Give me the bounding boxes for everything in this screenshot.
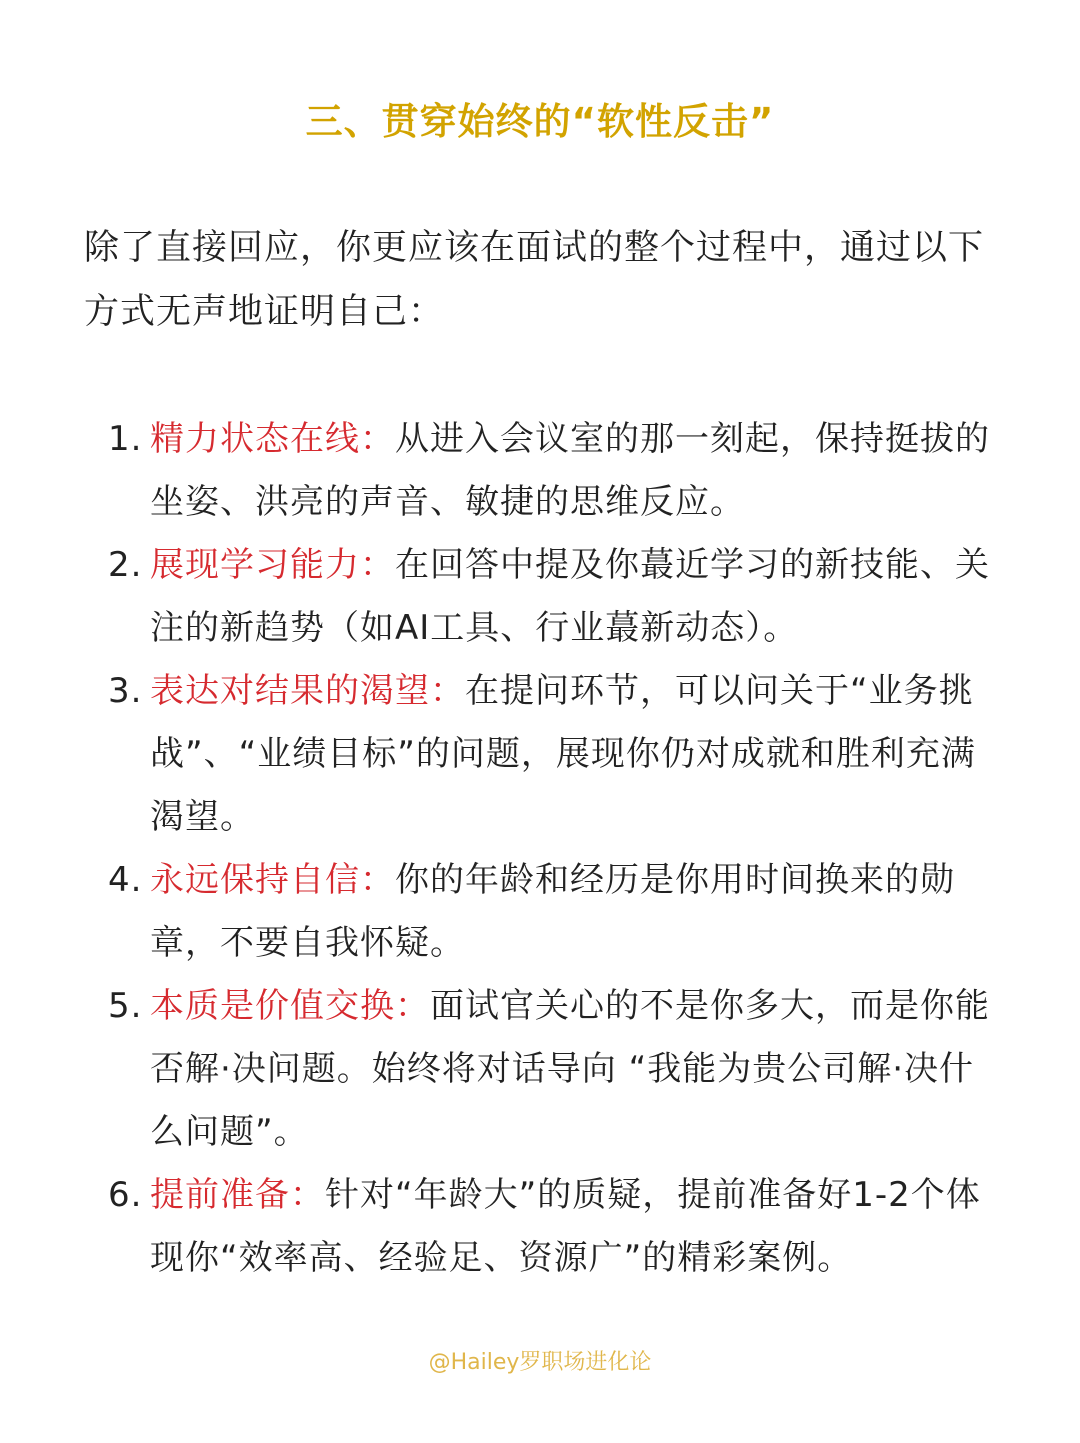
item-text: 在回答中提及你蕞近学习的新技能、关注的新趋势（如AI工具、行业蕞新动态）。 — [150, 545, 990, 648]
list-item — [108, 975, 1004, 1164]
list-item — [108, 408, 1004, 534]
item-number: 3. — [108, 671, 143, 711]
item-heading: 展现学习能力： — [150, 545, 395, 585]
item-text: 在提问环节，可以问关于“业务挑战”、“业绩目标”的问题，展现你仍对成就和胜利充满渴望。 — [150, 671, 976, 837]
item-heading: 本质是价值交换： — [150, 986, 430, 1026]
item-body — [150, 849, 1004, 975]
item-number: 5. — [108, 986, 143, 1026]
item-heading: 永远保持自信： — [150, 860, 395, 900]
author-watermark: @Hailey罗职场进化论 — [428, 1350, 652, 1375]
item-heading: 表达对结果的渴望： — [150, 671, 465, 711]
item-text: 针对“年龄大”的质疑，提前准备好1-2个体现你“效率高、经验足、资源广”的精彩案例。 — [150, 1175, 981, 1278]
item-heading: 精力状态在线： — [150, 419, 395, 459]
item-text: 从进入会议室的那一刻起，保持挺拔的坐姿、洪亮的声音、敏捷的思维反应。 — [150, 419, 990, 522]
item-heading: 提前准备： — [150, 1175, 325, 1215]
section-title: 三、贯穿始终的“软性反击” — [305, 100, 775, 143]
item-number: 6. — [108, 1175, 143, 1215]
tips-list — [108, 408, 1004, 1290]
list-item — [108, 1164, 1004, 1290]
item-number: 4. — [108, 860, 143, 900]
item-body — [150, 660, 1004, 849]
list-item — [108, 849, 1004, 975]
item-number: 1. — [108, 419, 143, 459]
item-text: 面试官关心的不是你多大，而是你能否解·决问题。始终将对话导向 “我能为贵公司解·决什么问题”。 — [150, 986, 990, 1152]
item-number: 2. — [108, 545, 143, 585]
item-body — [150, 975, 1004, 1164]
list-item — [108, 534, 1004, 660]
intro-paragraph: 除了直接回应，你更应该在面试的整个过程中，通过以下方式无声地证明自己： — [84, 228, 985, 332]
item-text: 你的年龄和经历是你用时间换来的勋章，不要自我怀疑。 — [150, 860, 955, 963]
list-item — [108, 660, 1004, 849]
item-body — [150, 534, 1004, 660]
item-body — [150, 408, 1004, 534]
item-body — [150, 1164, 1004, 1290]
